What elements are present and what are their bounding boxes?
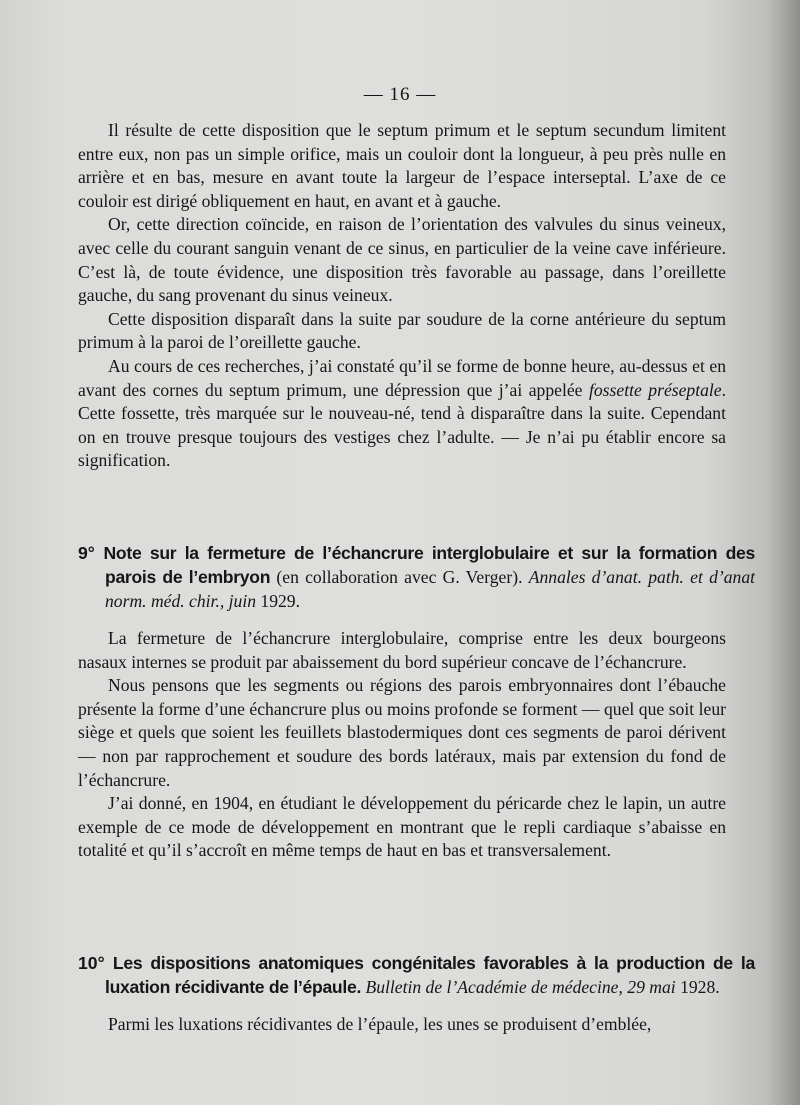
paragraph: Nous pensons que les segments ou régions des parois embryonnaires dont l’ébauche présente la forme d’une échancrure plus ou moins profonde se forment — quel que soit leur siège et quels que soient les feuillets blastodermiques dont ces segments de paroi dérivent — non par rapprochement et soudure des bords latéraux, mais par extension du fond de l’échancrure. [78, 675, 726, 790]
italic-term: fossette préseptale [589, 379, 722, 400]
section-title: Note sur la fermeture de l’échancrure interglobulaire et sur la formation des parois de l’embryon [103, 543, 755, 587]
paragraph: Il résulte de cette disposition que le septum primum et le septum secundum limitent entre eux, non pas un simple orifice, mais un couloir dont la longueur, à peu près nulle en arrière et en bas, mesure en avant toute la largeur de l’espace interseptal. L’axe de ce couloir est dirigé obliquement en haut, en avant et à gauche. [78, 120, 726, 211]
paragraph [78, 355, 726, 473]
paragraph: J’ai donné, en 1904, en étudiant le développement du péricarde chez le lapin, un autre exemple de ce mode de développement en montrant que le repli cardiaque s’abaisse en totalité et qu’il s’accroît en même temps de haut en bas et transversalement. [78, 793, 726, 861]
section-title: Les dispositions anatomiques congénitales favorables à la production de la luxation récidivante de l’épaule. [105, 953, 755, 997]
section-10-heading [78, 951, 755, 999]
paragraph: La fermeture de l’échancrure interglobulaire, comprise entre les deux bourgeons nasaux internes se produit par abaissement du bord supérieur concave de l’échancrure. [78, 628, 726, 672]
publication-reference: Annales d’anat. path. et d’anat norm. méd. chir., juin [105, 567, 756, 611]
paragraph: Parmi les luxations récidivantes de l’épaule, les unes se produisent d’emblée, [108, 1014, 652, 1034]
publication-year: 1929. [256, 591, 300, 611]
publication-reference: Bulletin de l’Académie de médecine, 29 mai [361, 977, 676, 997]
page-number: — 16 — [363, 84, 437, 105]
section-9-body [78, 627, 726, 863]
paragraph-text: . Cette fossette, très marquée sur le nouveau-né, tend à disparaître dans la suite. Cependant on en trouve presque toujours des vestiges chez l’adulte. — Je n’ai pu établir encore sa signification. [78, 379, 726, 471]
section-number: 9° [78, 543, 104, 563]
section-number: 10° [78, 953, 113, 973]
section-9-heading [78, 541, 755, 613]
collaboration-note: (en collaboration avec G. Verger). [270, 567, 529, 587]
section-1-body [78, 119, 726, 473]
paragraph: Or, cette direction coïncide, en raison de l’orientation des valvules du sinus veineux, avec celle du courant sanguin venant de ce sinus, en particulier de la veine cave inférieure. C’est là, de toute évidence, une disposition très favorable au passage, dans l’oreillette gauche, du sang provenant du sinus veineux. [78, 214, 726, 306]
publication-year: 1928. [675, 977, 720, 997]
paragraph-text: Au cours de ces recherches, j’ai constaté qu’il se forme de bonne heure, au-dessus et en avant des cornes du septum primum, une dépression que j’ai appelée [78, 355, 726, 400]
paragraph: Cette disposition disparaît dans la suite par soudure de la corne antérieure du septum primum à la paroi de l’oreillette gauche. [78, 308, 726, 353]
section-10-body [78, 1013, 726, 1037]
